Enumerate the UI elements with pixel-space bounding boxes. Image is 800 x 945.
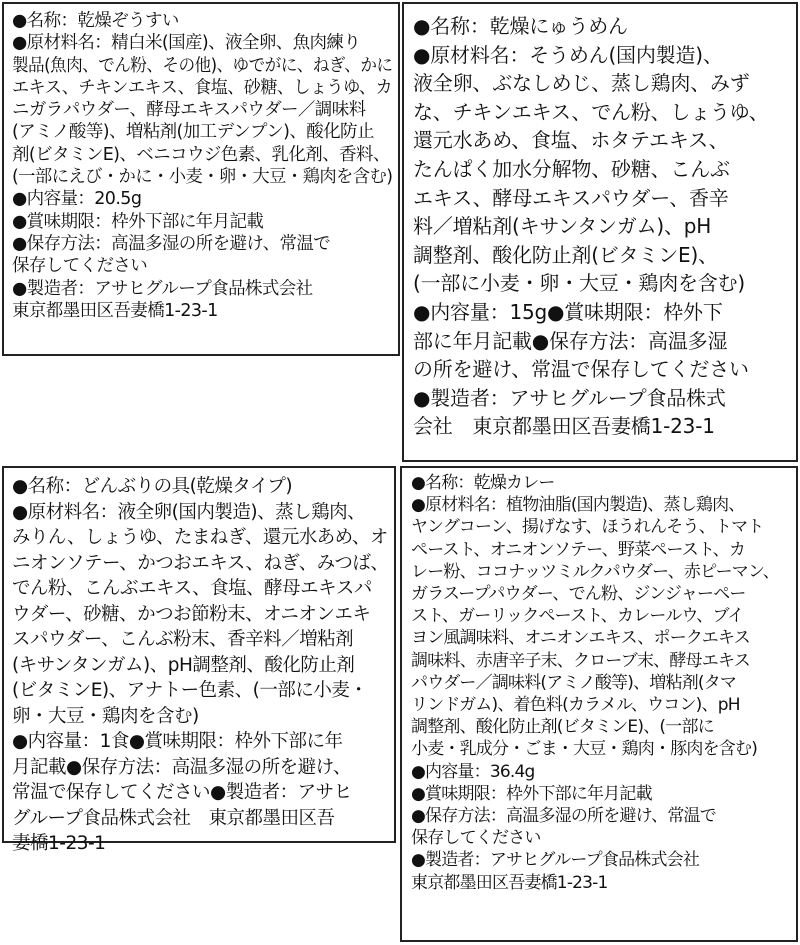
label-text-line: ●内容量：20.5g <box>12 189 142 210</box>
label-text-line: ヨン風調味料、オニオンエキス、ポークエキス <box>411 628 751 649</box>
label-text-line: ●内容量：1食●賞味期限：枠外下部に年 <box>12 731 343 752</box>
label-text-line: 卵・大豆・鶏肉を含む) <box>12 705 199 727</box>
label-dried-zosui <box>2 2 400 356</box>
label-text-line: ●原材料名：精白米(国産)、液全卵、魚肉練り <box>12 33 361 54</box>
label-text-line: (ビタミンE)、アナトー色素、(一部に小麦・ <box>12 680 368 701</box>
label-text-line: スパウダー、こんぶ粉末、香辛料／増粘剤 <box>12 629 354 650</box>
label-text-line: ●原材料名：液全卵(国内製造)、蒸し鶏肉、 <box>12 501 366 523</box>
label-text-line: (キサンタンガム)、pH調整剤、酸化防止剤 <box>12 654 355 676</box>
label-donburi-topping <box>2 466 396 854</box>
label-text-line: ●賞味期限：枠外下部に年月記載 <box>12 211 264 232</box>
label-text-line: でん粉、こんぶエキス、食塩、酵母エキスパ <box>12 578 372 599</box>
label-text-line: 料／増粘剤(キサンタンガム)、pH <box>413 214 712 239</box>
label-text-line: ●名称：どんぶりの具(乾燥タイプ) <box>12 476 293 497</box>
label-text-line: 東京都墨田区吾妻橋1-23-1 <box>12 300 218 321</box>
label-text-line: ●名称：乾燥にゅうめん <box>413 14 628 38</box>
label-text-line: 還元水あめ、食塩、ホタテエキス、 <box>413 128 729 153</box>
label-text-line: エキス、酵母エキスパウダー、香辛 <box>413 185 729 210</box>
label-text-line: ガラスープパウダー、でん粉、ジンジャーペー <box>411 584 746 605</box>
label-text-line: ●製造者：アサヒグループ食品株式会社 <box>12 278 313 299</box>
label-text-line: ニガラパウダー、酵母エキスパウダー／調味料 <box>12 100 366 121</box>
label-text-line: スト、ガーリックペースト、カレールウ、ブイ <box>411 606 744 627</box>
label-text-line: 小麦・乳成分・ごま・大豆・鶏肉・豚肉を含む) <box>411 739 758 760</box>
label-text-line: ●保存方法：高温多湿の所を避け、常温で <box>12 233 331 254</box>
label-text-line: ●賞味期限：枠外下部に年月記載 <box>411 783 652 804</box>
label-text-line: な、チキンエキス、でん粉、しょうゆ、 <box>413 99 769 124</box>
label-text-line: の所を避け、常温で保存してください <box>413 357 749 382</box>
label-text-line: みりん、しょうゆ、たまねぎ、還元水あめ、オ <box>12 527 388 548</box>
label-text-line: ●名称：乾燥カレー <box>411 473 555 493</box>
label-text-line: ●内容量：36.4g <box>411 761 535 782</box>
label-dried-curry <box>400 466 798 942</box>
label-text-line: パウダー／調味料(アミノ酸等)、増粘剤(タマ <box>411 672 737 693</box>
label-text-line: 保存してください <box>12 256 148 277</box>
label-text-line: (一部に小麦・卵・大豆・鶏肉を含む) <box>413 271 746 296</box>
label-text-line: ●製造者：アサヒグループ食品株式 <box>413 385 726 410</box>
label-text-line: ●原材料名：そうめん(国内製造)、 <box>413 42 723 67</box>
label-text-line: ●原材料名：植物油脂(国内製造)、蒸し鶏肉、 <box>411 495 745 516</box>
label-text-line: 月記載●保存方法：高温多湿の所を避け、 <box>12 756 351 778</box>
label-text-line: 調整剤、酸化防止剤(ビタミンE)、 <box>413 242 718 267</box>
label-text-line: 常温で保存してください●製造者：アサヒ <box>12 782 352 803</box>
label-text-line: 部に年月記載●保存方法：高温多湿 <box>413 328 728 353</box>
label-dried-nyumen <box>402 2 798 462</box>
label-text-line: 調味料、赤唐辛子末、クローブ末、酵母エキス <box>411 650 751 671</box>
label-text-line: 調整剤、酸化防止剤(ビタミンE)、(一部に <box>411 717 714 738</box>
label-text-line: レー粉、ココナッツミルクパウダー、赤ピーマン、 <box>411 561 780 582</box>
label-text-line: ●名称：乾燥ぞうすい <box>12 11 179 31</box>
label-text-line: (アミノ酸等)、増粘剤(加工デンプン)、酸化防止 <box>12 122 374 143</box>
label-text-line: 製品(魚肉、でん粉、その他)、ゆでがに、ねぎ、かに <box>12 55 393 76</box>
label-text-line: 剤(ビタミンE)、ベニコウジ色素、乳化剤、香料、 <box>12 144 390 165</box>
label-text-line: ●製造者：アサヒグループ食品株式会社 <box>411 850 700 871</box>
label-text-line: 妻橋1-23-1 <box>12 833 106 854</box>
label-text-line: ●内容量：15g●賞味期限：枠外下 <box>413 299 723 324</box>
label-text-line: ●保存方法：高温多湿の所を避け、常温で <box>411 806 716 827</box>
label-text-line: リンドガム)、着色料(カラメル、ウコン)、pH <box>411 695 740 716</box>
label-text-line: 液全卵、ぶなしめじ、蒸し鶏肉、みず <box>413 71 750 96</box>
label-text-line: ペースト、オニオンソテー、野菜ペースト、カ <box>411 539 746 560</box>
label-text-line: ヤングコーン、揚げなす、ほうれんそう、トマト <box>411 517 764 538</box>
label-text-line: グループ食品株式会社 東京都墨田区吾 <box>12 807 335 829</box>
label-text-line: エキス、チキンエキス、食塩、砂糖、しょうゆ、カ <box>12 77 393 98</box>
label-text-line: ウダー、砂糖、かつお節粉末、オニオンエキ <box>12 603 371 625</box>
label-text-line: 保存してください <box>411 828 541 849</box>
label-text-line: たんぱく加水分解物、砂糖、こんぶ <box>413 156 730 181</box>
label-text-line: 東京都墨田区吾妻橋1-23-1 <box>411 872 608 893</box>
label-text-line: 会社 東京都墨田区吾妻橋1-23-1 <box>413 414 715 439</box>
label-text-line: (一部にえび・かに・小麦・卵・大豆・鶏肉を含む) <box>12 167 393 188</box>
label-text-line: ニオンソテー、かつおエキス、ねぎ、みつば、 <box>12 552 389 574</box>
